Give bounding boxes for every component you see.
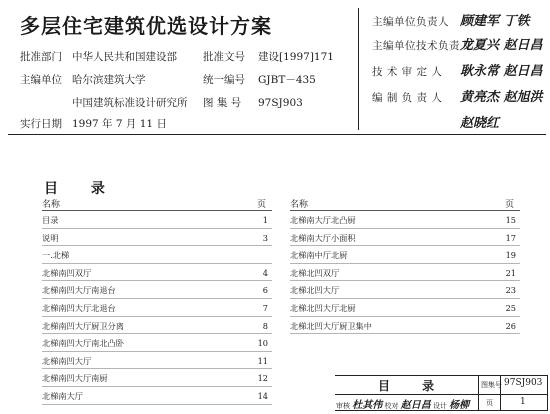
toc-row xyxy=(290,264,520,282)
atlas-no-value: 97SJ903 xyxy=(258,97,303,109)
toc-entry-page: 21 xyxy=(505,267,516,278)
co-editor-value: 中国建筑标准设计研究所 xyxy=(72,97,188,109)
date-label: 实行日期 xyxy=(20,118,62,130)
signature: 顾建军 丁铁 xyxy=(460,14,530,29)
toc-entry-name: 北梯南凹大厅北退台 xyxy=(42,302,116,313)
toc-row xyxy=(42,229,272,247)
toc-entry-page: 7 xyxy=(262,302,268,313)
toc-entry-name: 北梯北凹大厅北厨 xyxy=(290,302,356,313)
toc-entry-name: 一.北梯 xyxy=(42,250,70,261)
toc-heading: 目 录 xyxy=(44,181,119,197)
design-signature: 杨柳 xyxy=(449,400,470,411)
toc-entry-name: 北梯南凹大厅南退台 xyxy=(42,285,116,296)
doc-no-value: 建设[1997]171 xyxy=(258,51,334,63)
toc-entry-page: 12 xyxy=(257,373,268,384)
toc-entry-page: 4 xyxy=(262,267,268,278)
document-title: 多层住宅建筑优选设计方案 xyxy=(20,14,272,38)
page-value: 1 xyxy=(520,397,526,407)
toc-entry-page: 19 xyxy=(505,250,516,261)
name-header: 名称 xyxy=(42,200,61,210)
toc-entry-name: 北梯南凹大厅厨卫分离 xyxy=(42,320,124,331)
dept-label: 批准部门 xyxy=(20,51,62,63)
toc-row xyxy=(42,211,272,229)
check-label: 校对 xyxy=(384,402,399,410)
toc-row xyxy=(290,246,520,264)
toc-row xyxy=(290,281,520,299)
title-block-title: 目 录 xyxy=(378,379,449,393)
toc-row xyxy=(290,211,520,229)
person-row xyxy=(372,14,530,29)
toc-entry-page: 26 xyxy=(505,320,516,331)
toc-header xyxy=(42,196,272,211)
toc-row xyxy=(42,352,272,370)
design-label: 设计 xyxy=(432,402,447,410)
toc-entry-name: 北梯南中厅北厨 xyxy=(290,250,348,261)
toc-entry-page: 10 xyxy=(257,338,268,349)
person-row xyxy=(372,90,543,105)
toc-row xyxy=(42,387,272,405)
toc-entry-name: 北梯南凹大厅南厨 xyxy=(42,373,108,384)
toc-entry-name: 北梯南大厅 xyxy=(42,390,83,401)
toc-entry-page: 23 xyxy=(505,285,516,296)
doc-no-label: 批准文号 xyxy=(203,51,245,63)
toc-entry-page: 11 xyxy=(257,355,268,366)
toc-entry-page: 3 xyxy=(262,232,268,243)
editor-label: 主编单位 xyxy=(20,74,62,86)
toc-row xyxy=(42,246,272,264)
toc-entry-page: 6 xyxy=(262,285,268,296)
atlas-label: 图集号 xyxy=(481,381,502,389)
review-signature: 杜其伟 xyxy=(352,400,383,411)
unified-no-value: GJBT－435 xyxy=(258,74,316,86)
toc-entry-page: 8 xyxy=(262,320,268,331)
toc-entry-name: 北梯北凹大厅 xyxy=(290,285,340,296)
atlas-no-label: 图 集 号 xyxy=(203,97,242,109)
page-label: 页 xyxy=(486,399,493,407)
toc-header xyxy=(290,196,520,211)
toc-entry-name: 北梯南凹双厅 xyxy=(42,267,92,278)
toc-row xyxy=(42,317,272,335)
editor-value: 哈尔滨建筑大学 xyxy=(72,74,146,86)
toc-entry-page: 14 xyxy=(257,390,268,401)
toc-entry-name: 北梯北凹大厅厨卫集中 xyxy=(290,320,372,331)
toc-entry-name: 北梯南大厅北凸厨 xyxy=(290,215,356,225)
toc-entry-page: 15 xyxy=(505,215,516,225)
header-divider xyxy=(358,8,359,130)
person-row xyxy=(372,38,543,53)
date-value: 1997 年 7 月 11 日 xyxy=(72,118,167,130)
unified-no-label: 统一编号 xyxy=(203,74,245,86)
toc-row xyxy=(42,334,272,352)
toc-entry-name: 北梯南凹大厅南北凸卧 xyxy=(42,338,124,349)
toc-entry-name: 北梯南凹大厅 xyxy=(42,355,92,366)
toc-row xyxy=(42,299,272,317)
signature: 赵晓红 xyxy=(460,116,500,131)
title-block-divider xyxy=(478,375,479,410)
signature: 耿永常 赵日昌 xyxy=(460,64,543,79)
header-rule xyxy=(8,134,546,135)
signature: 龙夏兴 赵日昌 xyxy=(460,38,543,53)
person-row xyxy=(372,64,543,79)
dept-value: 中华人民共和国建设部 xyxy=(72,51,177,63)
person-role: 编 制 负 责 人 xyxy=(372,92,443,104)
review-label: 审核 xyxy=(336,402,350,410)
signature: 黄亮杰 赵旭洪 xyxy=(460,90,543,105)
toc-row xyxy=(42,281,272,299)
toc-entry-page: 1 xyxy=(262,215,268,225)
atlas-value: 97SJ903 xyxy=(504,378,543,388)
toc-entry-name: 目录 xyxy=(42,215,59,225)
toc-row xyxy=(42,369,272,387)
toc-column-left xyxy=(42,196,272,405)
person-role: 技 术 审 定 人 xyxy=(372,66,443,78)
review-signatures xyxy=(336,396,469,411)
name-header: 名称 xyxy=(290,200,309,210)
toc-entry-page: 17 xyxy=(505,232,516,243)
title-block-rule xyxy=(335,394,547,395)
toc-row xyxy=(290,299,520,317)
person-role: 主编单位技术负责人 xyxy=(372,40,471,52)
toc-row xyxy=(290,317,520,335)
person-role: 主编单位负责人 xyxy=(372,16,449,28)
toc-entry-page: 25 xyxy=(505,302,516,313)
page-header: 页 xyxy=(256,200,266,210)
toc-column-right xyxy=(290,196,520,334)
toc-entry-name: 北梯南大厅小面积 xyxy=(290,232,356,243)
toc-entry-name: 北梯北凹双厅 xyxy=(290,267,340,278)
check-signature: 赵日昌 xyxy=(400,400,431,411)
toc-row xyxy=(42,264,272,282)
toc-entry-name: 说明 xyxy=(42,232,59,243)
page-header: 页 xyxy=(504,200,514,210)
toc-row xyxy=(290,229,520,247)
